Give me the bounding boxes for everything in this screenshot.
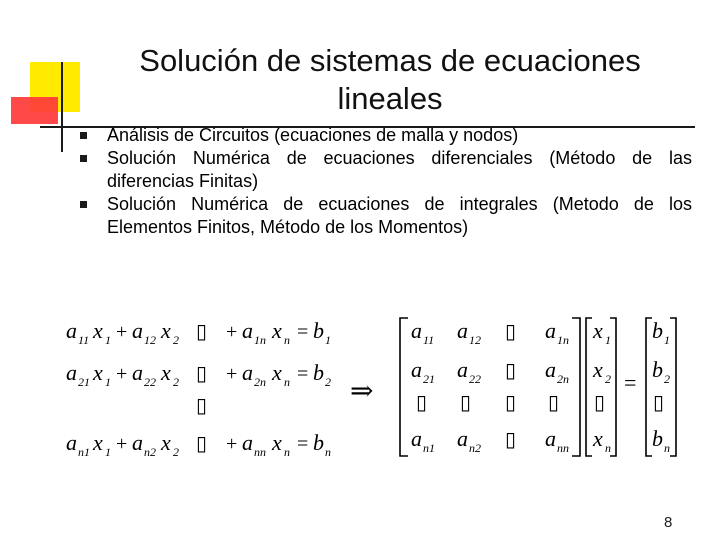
vertical-ellipsis-glyph: ▯ xyxy=(460,392,472,414)
vector-x-entry-subscript: 2 xyxy=(605,372,611,386)
vector-b-entry-subscript: n xyxy=(664,441,670,455)
vertical-ellipsis-glyph: ▯ xyxy=(416,392,428,414)
ellipsis-glyph: ▯ xyxy=(196,321,208,343)
implies-arrow xyxy=(350,376,373,407)
plus-sign: + xyxy=(226,363,238,385)
equals-sign: = xyxy=(624,370,637,395)
matrix-entry-subscript: n1 xyxy=(423,441,435,455)
vector-b-entry: b xyxy=(652,318,663,343)
coef-a-subscript: n2 xyxy=(144,445,156,459)
svg-text:⇒: ⇒ xyxy=(350,376,374,407)
bullet-text: Solución Numérica de ecuaciones diferenciales (Método de las diferencias Finitas) xyxy=(107,148,692,191)
const-b: b xyxy=(313,430,324,455)
coef-a: a xyxy=(242,360,253,385)
vector-x-entry: x xyxy=(593,318,603,343)
matrix-entry-subscript: nn xyxy=(557,441,569,455)
var-x: x xyxy=(93,360,103,385)
coef-a: a xyxy=(66,360,77,385)
matrix-entry-subscript: 2n xyxy=(557,372,569,386)
var-x-subscript: n xyxy=(284,375,290,389)
coef-a-subscript: 1n xyxy=(254,333,266,347)
equals-sign: = xyxy=(297,363,309,385)
var-x-subscript: n xyxy=(284,445,290,459)
matrix-entry-subscript: 11 xyxy=(423,333,435,347)
var-x: x xyxy=(93,318,103,343)
vector-x-entry: x xyxy=(593,357,603,382)
matrix-entry-subscript: 12 xyxy=(469,333,481,347)
coef-a: a xyxy=(66,318,77,343)
linear-system-equations xyxy=(66,318,331,459)
matrix-entry-subscript: 21 xyxy=(423,372,435,386)
matrix-entry: a xyxy=(457,426,468,451)
slide-title: Solución de sistemas de ecuaciones lineales xyxy=(139,43,641,116)
coef-a: a xyxy=(66,430,77,455)
coef-a-subscript: 2n xyxy=(254,375,266,389)
vector-b-entry-subscript: 1 xyxy=(664,333,670,347)
matrix-entry: a xyxy=(545,426,556,451)
plus-sign: + xyxy=(116,433,128,455)
ellipsis-glyph: ▯ xyxy=(505,429,517,451)
vector-x-entry: x xyxy=(593,426,603,451)
matrix-entry-subscript: 1n xyxy=(557,333,569,347)
vector-b-entry: b xyxy=(652,357,663,382)
plus-sign: + xyxy=(116,363,128,385)
var-x-subscript: 2 xyxy=(173,333,179,347)
var-x: x xyxy=(272,430,282,455)
vector-b-entry: b xyxy=(652,426,663,451)
const-b-subscript: n xyxy=(325,445,331,459)
ellipsis-glyph: ▯ xyxy=(505,360,517,382)
matrix-entry-subscript: 22 xyxy=(469,372,481,386)
var-x-subscript: 2 xyxy=(173,375,179,389)
vector-x-entry-subscript: n xyxy=(605,441,611,455)
coef-a: a xyxy=(132,430,143,455)
var-x-subscript: 2 xyxy=(173,445,179,459)
const-b: b xyxy=(313,360,324,385)
coef-a-subscript: nn xyxy=(254,445,266,459)
coef-a-subscript: 22 xyxy=(144,375,156,389)
matrix-entry: a xyxy=(411,357,422,382)
equals-sign: = xyxy=(297,433,309,455)
ellipsis-glyph: ▯ xyxy=(196,433,208,455)
coef-a: a xyxy=(242,318,253,343)
var-x-subscript: 1 xyxy=(105,375,111,389)
vertical-ellipsis-glyph: ▯ xyxy=(594,392,606,414)
vertical-ellipsis-glyph: ▯ xyxy=(653,392,665,414)
plus-sign: + xyxy=(226,433,238,455)
vertical-ellipsis-glyph: ▯ xyxy=(505,392,517,414)
matrix-entry-subscript: n2 xyxy=(469,441,481,455)
vertical-ellipsis-glyph: ▯ xyxy=(548,392,560,414)
coef-a: a xyxy=(242,430,253,455)
coef-a: a xyxy=(132,360,143,385)
coef-a-subscript: 21 xyxy=(78,375,90,389)
var-x: x xyxy=(161,318,171,343)
equals-sign: = xyxy=(297,321,309,343)
coef-a: a xyxy=(132,318,143,343)
matrix-entry: a xyxy=(457,318,468,343)
var-x: x xyxy=(272,318,282,343)
matrix-equation xyxy=(411,318,670,455)
coef-a-subscript: 12 xyxy=(144,333,156,347)
var-x-subscript: 1 xyxy=(105,333,111,347)
matrix-entry: a xyxy=(457,357,468,382)
const-b-subscript: 2 xyxy=(325,375,331,389)
matrix-entry: a xyxy=(545,318,556,343)
matrix-entry: a xyxy=(411,426,422,451)
coef-a-subscript: n1 xyxy=(78,445,90,459)
var-x-subscript: 1 xyxy=(105,445,111,459)
ellipsis-glyph: ▯ xyxy=(196,363,208,385)
const-b: b xyxy=(313,318,324,343)
var-x: x xyxy=(161,360,171,385)
plus-sign: + xyxy=(116,321,128,343)
vector-x-entry-subscript: 1 xyxy=(605,333,611,347)
var-x-subscript: n xyxy=(284,333,290,347)
vertical-ellipsis-glyph: ▯ xyxy=(196,395,208,417)
var-x: x xyxy=(93,430,103,455)
coef-a-subscript: 11 xyxy=(78,333,90,347)
plus-sign: + xyxy=(226,321,238,343)
var-x: x xyxy=(272,360,282,385)
bullet-text: Solución Numérica de ecuaciones de integrales (Metodo de los Elementos Finitos, Método de los Momentos) xyxy=(107,194,692,237)
bullet-text: Análisis de Circuitos (ecuaciones de malla y nodos) xyxy=(107,125,519,145)
const-b-subscript: 1 xyxy=(325,333,331,347)
var-x: x xyxy=(161,430,171,455)
matrix-entry: a xyxy=(545,357,556,382)
matrix-entry: a xyxy=(411,318,422,343)
vector-b-entry-subscript: 2 xyxy=(664,372,670,386)
page-number: 8 xyxy=(664,514,673,531)
ellipsis-glyph: ▯ xyxy=(505,321,517,343)
